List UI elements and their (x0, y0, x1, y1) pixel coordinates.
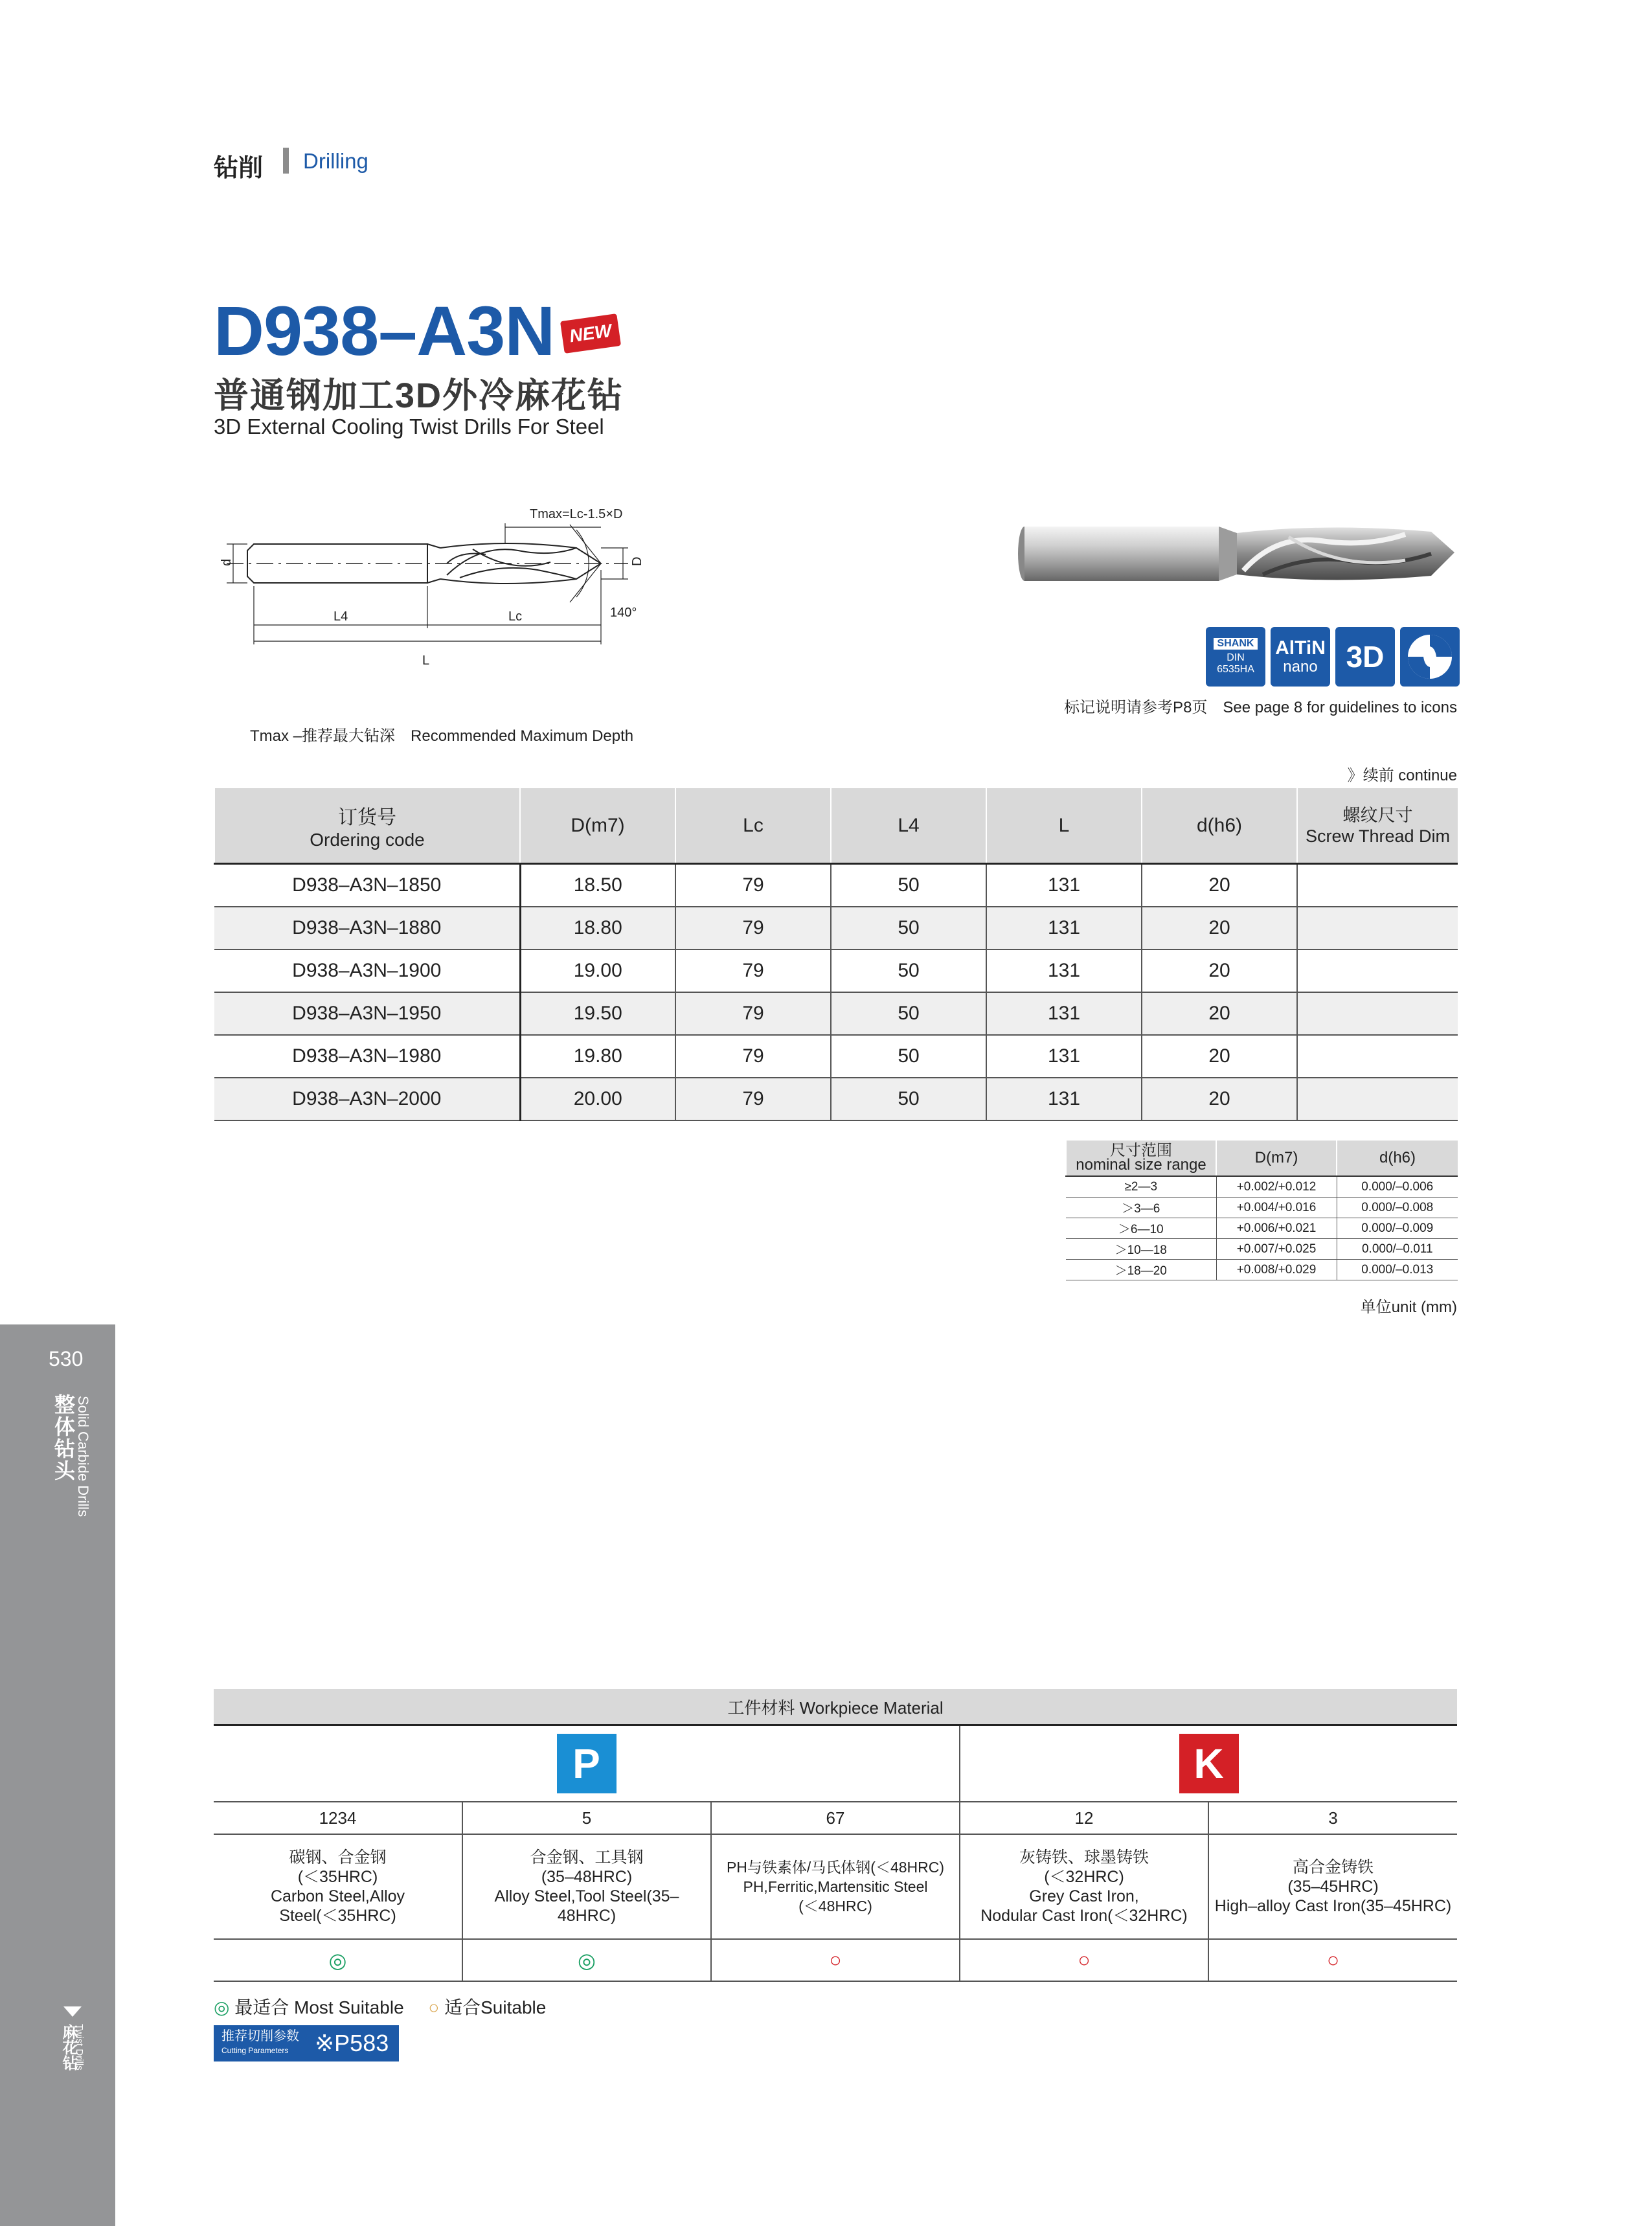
suitability-row (214, 1939, 1457, 1981)
suitable-mark: ○ (960, 1939, 1208, 1981)
workpiece-material-table (214, 1689, 1457, 1982)
suitable-label: 适合Suitable (444, 1997, 547, 2017)
tolerance-header-d: d(h6) (1337, 1141, 1458, 1176)
table-row: D938–A3N–1900 19.00 79 50 131 20 (214, 949, 1458, 992)
header-L4: L4 (831, 788, 986, 864)
group-P (214, 1725, 960, 1802)
most-suitable-icon: ◎ (214, 1997, 230, 2017)
material-cell: PH与铁素体/马氏体钢(＜48HRC) PH,Ferritic,Martensitic Steel (＜48HRC) (711, 1834, 960, 1939)
table-row: ＞10—18 +0.007/+0.025 0.000/–0.011 (1066, 1239, 1458, 1260)
section-title-zh: 钻削 (214, 155, 264, 182)
header-ordering-code: 订货号 Ordering code (214, 788, 520, 864)
material-cell: 高合金铸铁 (35–45HRC) High–alloy Cast Iron(35–45HRC) (1208, 1834, 1457, 1939)
table-row: D938–A3N–1980 19.80 79 50 131 20 (214, 1035, 1458, 1078)
altin-nano-icon: AlTiN nano (1271, 627, 1330, 687)
diameter-D-label: D (630, 556, 644, 566)
feature-icons (1206, 627, 1460, 689)
K-group-icon: K (1179, 1734, 1239, 1793)
table-row: D938–A3N–1880 18.80 79 50 131 20 (214, 907, 1458, 949)
material-cell: 合金钢、工具钢 (35–48HRC) Alloy Steel,Tool Steel(35– 48HRC) (462, 1834, 711, 1939)
header-screw-thread: 螺纹尺寸 Screw Thread Dim (1297, 788, 1458, 864)
side-category-en: Solid Carbide Drills (75, 1396, 91, 1517)
ordering-table (214, 788, 1458, 1121)
tmax-note: Tmax –推荐最大钻深 Recommended Maximum Depth (250, 727, 634, 745)
table-row: D938–A3N–1950 19.50 79 50 131 20 (214, 992, 1458, 1035)
side-subcategory-en: Twist Drills (74, 2024, 85, 2071)
new-badge: NEW (560, 313, 621, 354)
tmax-label: Tmax=Lc-1.5×D (530, 507, 623, 521)
L4-label: L4 (334, 609, 348, 624)
header-Lc: Lc (675, 788, 831, 864)
table-row: ≥2—3 +0.002/+0.012 0.000/–0.006 (1066, 1176, 1458, 1198)
drill-technical-drawing (214, 499, 771, 687)
material-cell: 碳钢、合金钢 (＜35HRC) Carbon Steel,Alloy Steel(＜35HRC) (214, 1834, 462, 1939)
L-label: L (422, 653, 430, 668)
tolerance-header-D: D(m7) (1216, 1141, 1337, 1176)
two-flute-icon (1400, 627, 1460, 687)
side-category-zh: 整体钻头 (52, 1394, 75, 1482)
tolerance-header-range: 尺寸范围 nominal size range (1066, 1141, 1216, 1176)
grade-row: 1234 5 67 12 3 (214, 1802, 1457, 1834)
product-code: D938–A3N (214, 291, 555, 370)
material-row (214, 1834, 1457, 1939)
section-title-en: Drilling (303, 149, 368, 173)
table-row: ＞3—6 +0.004/+0.016 0.000/–0.008 (1066, 1198, 1458, 1218)
side-subcategory-zh: 麻花钻 (60, 2024, 77, 2071)
workpiece-title: 工件材料 Workpiece Material (214, 1689, 1457, 1725)
product-name-zh: 普通钢加工3D外冷麻花钻 (214, 376, 624, 415)
most-suitable-mark: ◎ (462, 1939, 711, 1981)
suitable-icon: ○ (428, 1997, 440, 2017)
icon-guideline-note: 标记说明请参考P8页 See page 8 for guidelines to icons (1064, 699, 1457, 716)
ordering-table-header (214, 788, 1458, 864)
table-row: D938–A3N–1850 18.50 79 50 131 20 (214, 864, 1458, 907)
Lc-label: Lc (508, 609, 523, 624)
table-row: D938–A3N–2000 20.00 79 50 131 20 (214, 1078, 1458, 1120)
header-d: d(h6) (1142, 788, 1297, 864)
suitable-mark: ○ (711, 1939, 960, 1981)
section-divider (283, 148, 289, 174)
drill-photo (1017, 515, 1457, 593)
table-row: ＞18—20 +0.008/+0.029 0.000/–0.013 (1066, 1260, 1458, 1280)
group-K (960, 1725, 1457, 1802)
header-L: L (986, 788, 1142, 864)
3d-icon: 3D (1335, 627, 1395, 687)
tolerance-table (1065, 1141, 1458, 1280)
material-cell: 灰铸铁、球墨铸铁 (＜32HRC) Grey Cast Iron, Nodular Cast Iron(＜32HRC) (960, 1834, 1208, 1939)
most-suitable-label: 最适合 Most Suitable (234, 1997, 404, 2017)
continue-note: 》续前 continue (1347, 767, 1457, 784)
table-row: ＞6—10 +0.006/+0.021 0.000/–0.009 (1066, 1218, 1458, 1239)
angle-label: 140° (610, 606, 637, 620)
arrow-down-icon (63, 2006, 82, 2017)
shank-din-icon: SHANK DIN 6535HA (1206, 627, 1265, 687)
shank-d-label: d (220, 558, 234, 566)
suitable-mark: ○ (1208, 1939, 1457, 1981)
product-name-en: 3D External Cooling Twist Drills For Steel (214, 415, 604, 438)
P-group-icon: P (557, 1734, 617, 1793)
header-D: D(m7) (520, 788, 675, 864)
page-number: 530 (49, 1347, 84, 1370)
suitability-legend (214, 1993, 546, 2019)
most-suitable-mark: ◎ (214, 1939, 462, 1981)
unit-note: 单位unit (mm) (1360, 1299, 1457, 1316)
cutting-parameters-link[interactable]: 推荐切削参数 Cutting Parameters ※P583 (214, 2025, 399, 2061)
